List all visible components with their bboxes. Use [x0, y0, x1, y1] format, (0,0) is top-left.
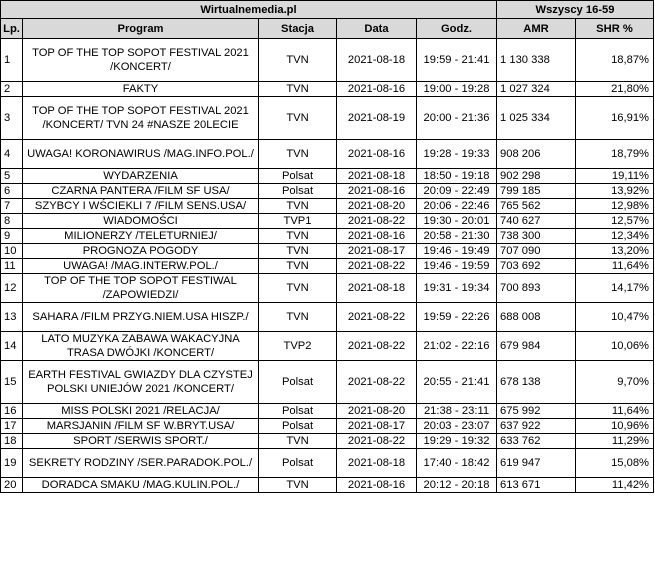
column-header-program: Program — [23, 19, 259, 39]
cell-shr: 15,08% — [576, 449, 654, 478]
cell-program: FAKTY — [23, 82, 259, 97]
cell-stacja: Polsat — [259, 184, 337, 199]
cell-stacja: TVN — [259, 434, 337, 449]
cell-lp: 12 — [1, 274, 23, 303]
cell-godz: 20:09 - 22:49 — [417, 184, 497, 199]
cell-program: TOP OF THE TOP SOPOT FESTIVAL 2021 /KONCERT/ TVN 24 #NASZE 20LECIE — [23, 97, 259, 140]
cell-godz: 18:50 - 19:18 — [417, 169, 497, 184]
cell-amr: 707 090 — [497, 244, 576, 259]
cell-program: SZYBCY I WŚCIEKLI 7 /FILM SENS.USA/ — [23, 199, 259, 214]
cell-stacja: Polsat — [259, 404, 337, 419]
cell-godz: 20:55 - 21:41 — [417, 361, 497, 404]
cell-data: 2021-08-19 — [337, 97, 417, 140]
cell-program: UWAGA! KORONAWIRUS /MAG.INFO.POL./ — [23, 140, 259, 169]
cell-stacja: TVN — [259, 303, 337, 332]
cell-lp: 4 — [1, 140, 23, 169]
cell-shr: 10,96% — [576, 419, 654, 434]
cell-amr: 740 627 — [497, 214, 576, 229]
table-row — [1, 419, 654, 434]
cell-lp: 15 — [1, 361, 23, 404]
column-header-data: Data — [337, 19, 417, 39]
cell-data: 2021-08-22 — [337, 434, 417, 449]
table-row — [1, 244, 654, 259]
cell-amr: 678 138 — [497, 361, 576, 404]
cell-lp: 5 — [1, 169, 23, 184]
cell-lp: 13 — [1, 303, 23, 332]
cell-shr: 16,91% — [576, 97, 654, 140]
cell-godz: 20:12 - 20:18 — [417, 478, 497, 493]
cell-stacja: Polsat — [259, 419, 337, 434]
cell-program: DORADCA SMAKU /MAG.KULIN.POL./ — [23, 478, 259, 493]
cell-data: 2021-08-22 — [337, 303, 417, 332]
cell-stacja: TVN — [259, 82, 337, 97]
cell-shr: 9,70% — [576, 361, 654, 404]
cell-program: UWAGA! /MAG.INTERW.POL./ — [23, 259, 259, 274]
cell-lp: 8 — [1, 214, 23, 229]
cell-godz: 19:29 - 19:32 — [417, 434, 497, 449]
cell-lp: 3 — [1, 97, 23, 140]
cell-data: 2021-08-22 — [337, 259, 417, 274]
cell-amr: 902 298 — [497, 169, 576, 184]
cell-lp: 6 — [1, 184, 23, 199]
table-row — [1, 404, 654, 419]
cell-shr: 12,34% — [576, 229, 654, 244]
cell-data: 2021-08-16 — [337, 229, 417, 244]
cell-stacja: TVN — [259, 199, 337, 214]
cell-amr: 613 671 — [497, 478, 576, 493]
table-row — [1, 199, 654, 214]
cell-godz: 21:38 - 23:11 — [417, 404, 497, 419]
cell-godz: 19:59 - 22:26 — [417, 303, 497, 332]
cell-stacja: Polsat — [259, 361, 337, 404]
column-header-lp: Lp. — [1, 19, 23, 39]
cell-data: 2021-08-16 — [337, 184, 417, 199]
cell-lp: 18 — [1, 434, 23, 449]
cell-amr: 679 984 — [497, 332, 576, 361]
cell-shr: 10,06% — [576, 332, 654, 361]
cell-amr: 1 025 334 — [497, 97, 576, 140]
cell-data: 2021-08-17 — [337, 244, 417, 259]
cell-shr: 11,64% — [576, 259, 654, 274]
cell-shr: 19,11% — [576, 169, 654, 184]
table-body — [1, 39, 654, 493]
cell-amr: 703 692 — [497, 259, 576, 274]
column-header-stacja: Stacja — [259, 19, 337, 39]
cell-data: 2021-08-18 — [337, 449, 417, 478]
cell-godz: 19:28 - 19:33 — [417, 140, 497, 169]
cell-stacja: Polsat — [259, 449, 337, 478]
cell-program: SPORT /SERWIS SPORT./ — [23, 434, 259, 449]
table-row — [1, 361, 654, 404]
cell-godz: 19:59 - 21:41 — [417, 39, 497, 82]
cell-program: TOP OF THE TOP SOPOT FESTIWAL /ZAPOWIEDZI/ — [23, 274, 259, 303]
cell-amr: 908 206 — [497, 140, 576, 169]
table-row — [1, 478, 654, 493]
cell-stacja: TVN — [259, 140, 337, 169]
cell-lp: 17 — [1, 419, 23, 434]
cell-shr: 12,57% — [576, 214, 654, 229]
cell-program: SEKRETY RODZINY /SER.PARADOK.POL./ — [23, 449, 259, 478]
cell-data: 2021-08-16 — [337, 82, 417, 97]
cell-shr: 10,47% — [576, 303, 654, 332]
table-row — [1, 229, 654, 244]
cell-godz: 19:31 - 19:34 — [417, 274, 497, 303]
cell-amr: 619 947 — [497, 449, 576, 478]
cell-data: 2021-08-16 — [337, 478, 417, 493]
cell-godz: 21:02 - 22:16 — [417, 332, 497, 361]
cell-amr: 765 562 — [497, 199, 576, 214]
cell-shr: 14,17% — [576, 274, 654, 303]
cell-godz: 19:46 - 19:59 — [417, 259, 497, 274]
cell-program: EARTH FESTIVAL GWIAZDY DLA CZYSTEJ POLSKI UNIEJÓW 2021 /KONCERT/ — [23, 361, 259, 404]
cell-data: 2021-08-18 — [337, 39, 417, 82]
cell-stacja: Polsat — [259, 169, 337, 184]
cell-amr: 700 893 — [497, 274, 576, 303]
cell-data: 2021-08-20 — [337, 199, 417, 214]
cell-amr: 688 008 — [497, 303, 576, 332]
cell-amr: 633 762 — [497, 434, 576, 449]
cell-lp: 10 — [1, 244, 23, 259]
column-header-shr: SHR % — [576, 19, 654, 39]
cell-stacja: TVN — [259, 478, 337, 493]
table-row — [1, 140, 654, 169]
column-header-godz: Godz. — [417, 19, 497, 39]
cell-program: SAHARA /FILM PRZYG.NIEM.USA HISZP./ — [23, 303, 259, 332]
cell-program: LATO MUZYKA ZABAWA WAKACYJNA TRASA DWÓJKI /KONCERT/ — [23, 332, 259, 361]
cell-godz: 17:40 - 18:42 — [417, 449, 497, 478]
cell-stacja: TVN — [259, 244, 337, 259]
cell-data: 2021-08-22 — [337, 332, 417, 361]
cell-data: 2021-08-20 — [337, 404, 417, 419]
cell-stacja: TVN — [259, 229, 337, 244]
cell-amr: 738 300 — [497, 229, 576, 244]
cell-program: WYDARZENIA — [23, 169, 259, 184]
cell-amr: 799 185 — [497, 184, 576, 199]
audience-group-header: Wszyscy 16-59 — [497, 1, 654, 19]
cell-amr: 675 992 — [497, 404, 576, 419]
cell-amr: 1 027 324 — [497, 82, 576, 97]
cell-lp: 16 — [1, 404, 23, 419]
cell-godz: 20:58 - 21:30 — [417, 229, 497, 244]
cell-godz: 19:46 - 19:49 — [417, 244, 497, 259]
cell-lp: 1 — [1, 39, 23, 82]
cell-amr: 1 130 338 — [497, 39, 576, 82]
cell-data: 2021-08-22 — [337, 361, 417, 404]
cell-stacja: TVP1 — [259, 214, 337, 229]
cell-lp: 11 — [1, 259, 23, 274]
cell-shr: 11,29% — [576, 434, 654, 449]
table-row — [1, 184, 654, 199]
cell-program: CZARNA PANTERA /FILM SF USA/ — [23, 184, 259, 199]
cell-shr: 11,64% — [576, 404, 654, 419]
cell-data: 2021-08-18 — [337, 169, 417, 184]
cell-godz: 19:00 - 19:28 — [417, 82, 497, 97]
cell-shr: 18,79% — [576, 140, 654, 169]
cell-data: 2021-08-22 — [337, 214, 417, 229]
cell-data: 2021-08-17 — [337, 419, 417, 434]
group-header-row — [1, 1, 654, 19]
table-row — [1, 97, 654, 140]
column-header-amr: AMR — [497, 19, 576, 39]
cell-program: TOP OF THE TOP SOPOT FESTIVAL 2021 /KONCERT/ — [23, 39, 259, 82]
cell-shr: 18,87% — [576, 39, 654, 82]
cell-lp: 2 — [1, 82, 23, 97]
cell-program: PROGNOZA POGODY — [23, 244, 259, 259]
column-header-row — [1, 19, 654, 39]
cell-shr: 21,80% — [576, 82, 654, 97]
cell-godz: 20:03 - 23:07 — [417, 419, 497, 434]
cell-program: WIADOMOŚCI — [23, 214, 259, 229]
cell-stacja: TVN — [259, 97, 337, 140]
cell-program: MARSJANIN /FILM SF W.BRYT.USA/ — [23, 419, 259, 434]
cell-godz: 20:06 - 22:46 — [417, 199, 497, 214]
cell-shr: 13,92% — [576, 184, 654, 199]
cell-shr: 13,20% — [576, 244, 654, 259]
cell-shr: 11,42% — [576, 478, 654, 493]
table-row — [1, 214, 654, 229]
cell-data: 2021-08-16 — [337, 140, 417, 169]
cell-amr: 637 922 — [497, 419, 576, 434]
cell-lp: 14 — [1, 332, 23, 361]
table-row — [1, 332, 654, 361]
cell-lp: 9 — [1, 229, 23, 244]
table-row — [1, 259, 654, 274]
cell-stacja: TVN — [259, 39, 337, 82]
cell-lp: 20 — [1, 478, 23, 493]
table-row — [1, 274, 654, 303]
table-row — [1, 39, 654, 82]
cell-program: MILIONERZY /TELETURNIEJ/ — [23, 229, 259, 244]
cell-stacja: TVN — [259, 274, 337, 303]
cell-data: 2021-08-18 — [337, 274, 417, 303]
cell-stacja: TVN — [259, 259, 337, 274]
table-row — [1, 82, 654, 97]
source-header: Wirtualnemedia.pl — [1, 1, 497, 19]
cell-shr: 12,98% — [576, 199, 654, 214]
cell-lp: 19 — [1, 449, 23, 478]
table-row — [1, 449, 654, 478]
cell-program: MISS POLSKI 2021 /RELACJA/ — [23, 404, 259, 419]
table-row — [1, 434, 654, 449]
cell-godz: 20:00 - 21:36 — [417, 97, 497, 140]
table-row — [1, 169, 654, 184]
cell-godz: 19:30 - 20:01 — [417, 214, 497, 229]
cell-stacja: TVP2 — [259, 332, 337, 361]
table-row — [1, 303, 654, 332]
cell-lp: 7 — [1, 199, 23, 214]
